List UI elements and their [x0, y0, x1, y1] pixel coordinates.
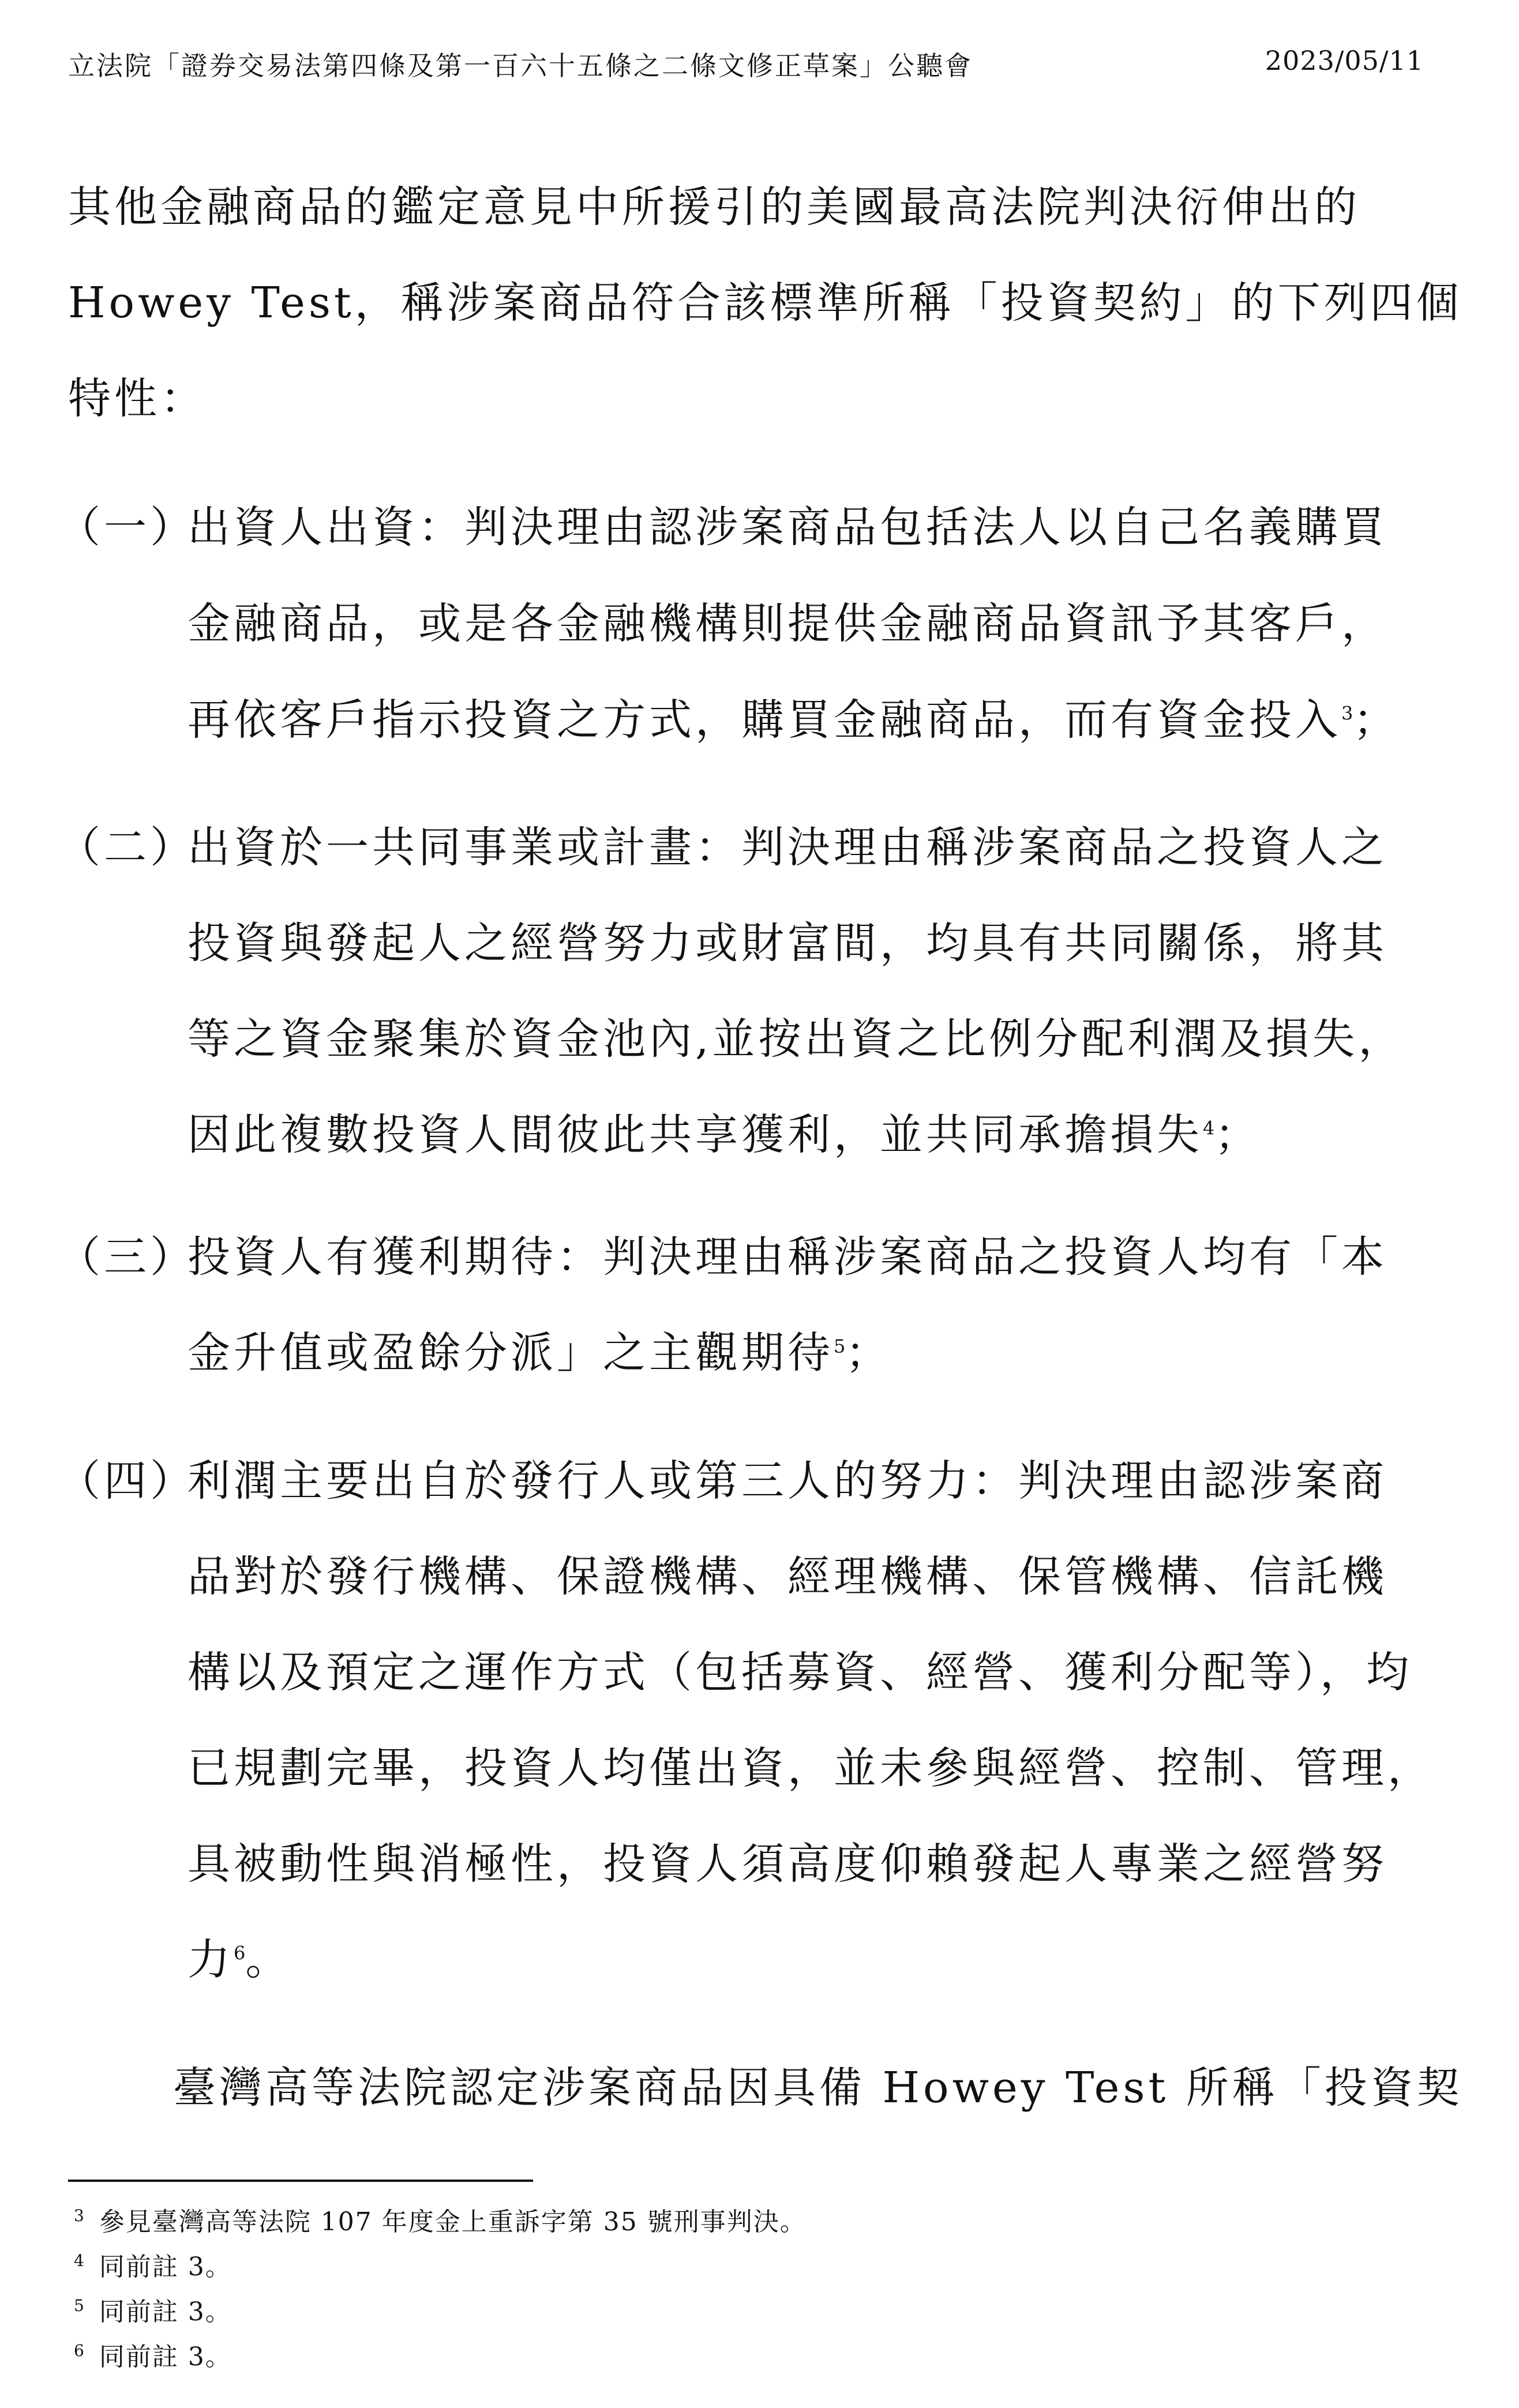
closing-paragraph-line: 臺灣高等法院認定涉案商品因具備 Howey Test 所稱「投資契 [173, 2063, 1463, 2113]
list-item-line: 投資與發起人之經營努力或財富間，均具有共同關係，將其 [187, 918, 1387, 968]
list-item-marker: （一） [58, 502, 196, 552]
footnote: $^6$ 同前註 3。 [74, 2341, 232, 2372]
intro-line: 其他金融商品的鑑定意見中所援引的美國最高法院判決衍伸出的 [68, 182, 1360, 232]
list-item-marker: （三） [58, 1232, 196, 1282]
footnote-divider [68, 2180, 533, 2182]
header-date: 2023/05/11 [1265, 45, 1424, 76]
list-item-line: 品對於發行機構、保證機構、經理機構、保管機構、信託機 [187, 1552, 1387, 1601]
footnote: $^4$ 同前註 3。 [74, 2251, 232, 2282]
list-item-line: 金融商品，或是各金融機構則提供金融商品資訊予其客戶， [187, 599, 1387, 648]
footnote-ref: 5 [834, 1335, 846, 1357]
list-item-marker: （四） [58, 1456, 196, 1506]
list-item-line: 出資於一共同事業或計畫：判決理由稱涉案商品之投資人之 [187, 823, 1387, 872]
list-item-line: 出資人出資：判決理由認涉案商品包括法人以自己名義購買 [187, 502, 1387, 552]
footnote: $^5$ 同前註 3。 [74, 2296, 232, 2327]
footnote-ref: 4 [1203, 1117, 1215, 1139]
list-item-line: 等之資金聚集於資金池內,並按出資之比例分配利潤及損失， [187, 1014, 1405, 1064]
intro-line: Howey Test，稱涉案商品符合該標準所稱「投資契約」的下列四個 [68, 278, 1462, 328]
list-item-line: 金升值或盈餘分派」之主觀期待$^5$； [187, 1328, 892, 1378]
list-item-line: 再依客戶指示投資之方式，購買金融商品，而有資金投入$^3$； [187, 695, 1400, 745]
list-item-line: 構以及預定之運作方式（包括募資、經營、獲利分配等），均 [187, 1648, 1412, 1697]
footnote: $^3$ 參見臺灣高等法院 107 年度金上重訴字第 35 號刑事判決。 [74, 2206, 807, 2237]
intro-line: 特性： [68, 374, 207, 423]
list-item-line: 力$^6$。 [187, 1935, 292, 1985]
footnote-ref: 3 [1341, 702, 1353, 725]
footnote-ref: 6 [234, 1942, 246, 1964]
list-item-line: 投資人有獲利期待：判決理由稱涉案商品之投資人均有「本 [187, 1232, 1387, 1282]
list-item-line: 因此複數投資人間彼此共享獲利，並共同承擔損失$^4$； [187, 1110, 1261, 1160]
header-title: 立法院「證券交易法第四條及第一百六十五條之二條文修正草案」公聽會 [68, 50, 973, 81]
list-item-marker: （二） [58, 823, 196, 872]
list-item-line: 利潤主要出自於發行人或第三人的努力：判決理由認涉案商 [187, 1456, 1387, 1506]
list-item-line: 具被動性與消極性，投資人須高度仰賴發起人專業之經營努 [187, 1839, 1387, 1889]
list-item-line: 已規劃完畢，投資人均僅出資，並未參與經營、控制、管理， [187, 1743, 1434, 1793]
